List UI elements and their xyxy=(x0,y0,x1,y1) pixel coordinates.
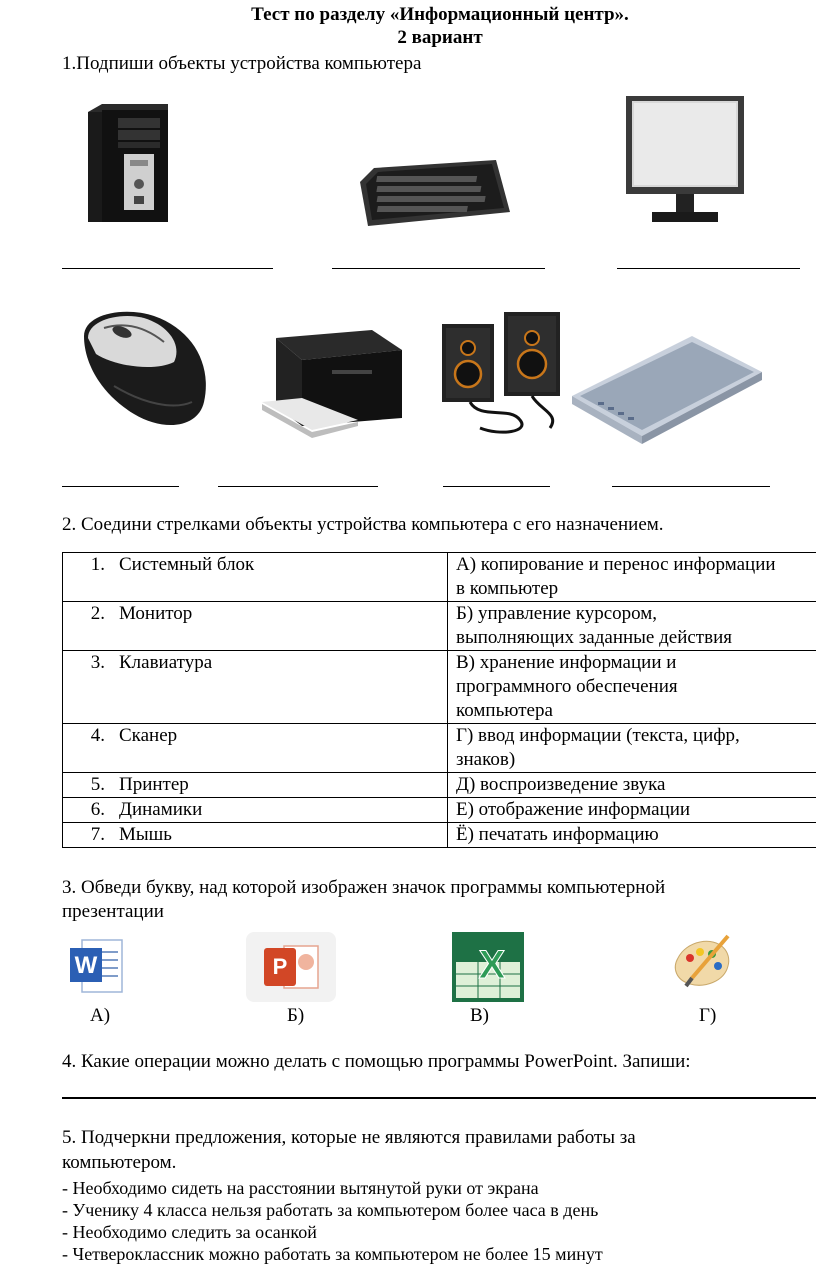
answer-line-6[interactable] xyxy=(443,486,550,487)
statement-4[interactable]: - Четвероклассник можно работать за компьютером не более 15 минут xyxy=(62,1244,603,1264)
task2-question: 2. Соедини стрелками объекты устройства компьютера с его назначением. xyxy=(62,514,664,535)
row-number: 5. xyxy=(90,774,105,795)
device-name[interactable]: Системный блок xyxy=(119,554,255,575)
svg-text:W: W xyxy=(74,952,98,979)
task4-question: 4. Какие операции можно делать с помощью программы PowerPoint. Запиши: xyxy=(62,1051,691,1072)
table-row xyxy=(63,553,816,602)
row-number: 2. xyxy=(90,603,105,624)
statement-3[interactable]: - Необходимо следить за осанкой xyxy=(62,1222,317,1242)
purpose-text[interactable]: Б) управление курсором, xyxy=(456,603,658,624)
device-name[interactable]: Динамики xyxy=(119,799,203,820)
powerpoint-icon[interactable] xyxy=(246,932,336,1002)
excel-icon[interactable] xyxy=(452,932,524,1002)
row-number: 1. xyxy=(90,554,105,575)
table-row xyxy=(63,602,816,651)
device-name[interactable]: Принтер xyxy=(119,774,189,795)
row-number: 4. xyxy=(90,725,105,746)
task4-answer-line[interactable] xyxy=(62,1097,816,1099)
option-letter-v[interactable]: В) xyxy=(470,1005,489,1026)
task3-question-cont: презентации xyxy=(62,901,164,922)
task3-question: 3. Обведи букву, над которой изображен значок программы компьютерной xyxy=(62,877,666,898)
row-number: 6. xyxy=(90,799,105,820)
row-number: 7. xyxy=(90,824,105,845)
svg-text:P: P xyxy=(272,954,288,979)
task5-question-cont: компьютером. xyxy=(62,1152,177,1173)
device-name[interactable]: Монитор xyxy=(119,603,193,624)
answer-line-2[interactable] xyxy=(332,268,545,269)
scanner-image xyxy=(572,336,762,444)
device-name[interactable]: Мышь xyxy=(119,824,172,845)
purpose-text[interactable]: Г) ввод информации (текста, цифр, xyxy=(456,725,740,746)
page-title: Тест по разделу «Информационный центр». xyxy=(251,4,629,25)
option-letter-g[interactable]: Г) xyxy=(699,1005,717,1026)
speakers-image xyxy=(440,310,574,440)
device-name[interactable]: Сканер xyxy=(119,725,178,746)
table-row xyxy=(63,823,816,848)
option-letter-b[interactable]: Б) xyxy=(287,1005,305,1026)
answer-line-4[interactable] xyxy=(62,486,179,487)
table-row xyxy=(63,651,816,724)
table-row xyxy=(63,798,816,823)
monitor-image xyxy=(626,96,744,226)
answer-line-1[interactable] xyxy=(62,268,273,269)
answer-line-7[interactable] xyxy=(612,486,770,487)
word-icon[interactable] xyxy=(68,938,126,996)
purpose-text[interactable]: выполняющих заданные действия xyxy=(456,627,732,648)
matching-table xyxy=(62,552,816,848)
printer-image xyxy=(262,330,408,440)
table-row xyxy=(63,773,816,798)
purpose-text[interactable]: в компьютер xyxy=(456,578,559,599)
table-row xyxy=(63,724,816,773)
answer-line-5[interactable] xyxy=(218,486,378,487)
purpose-text[interactable]: Д) воспроизведение звука xyxy=(456,774,666,795)
statement-1[interactable]: - Необходимо сидеть на расстоянии вытянутой руки от экрана xyxy=(62,1178,539,1198)
purpose-text[interactable]: Е) отображение информации xyxy=(456,799,691,820)
task5-question: 5. Подчеркни предложения, которые не являются правилами работы за xyxy=(62,1127,636,1148)
keyboard-image xyxy=(360,160,510,226)
option-letter-a[interactable]: А) xyxy=(90,1005,111,1026)
purpose-text[interactable]: А) копирование и перенос информации xyxy=(456,554,776,575)
purpose-text[interactable]: компьютера xyxy=(456,700,553,721)
paint-icon[interactable] xyxy=(670,934,734,992)
answer-line-3[interactable] xyxy=(617,268,800,269)
mouse-image xyxy=(74,306,214,430)
svg-text:X: X xyxy=(478,943,506,987)
variant-label: 2 вариант xyxy=(397,27,483,48)
purpose-text[interactable]: В) хранение информации и xyxy=(456,652,677,673)
system-unit-image xyxy=(88,104,168,222)
device-name[interactable]: Клавиатура xyxy=(119,652,213,673)
task1-question: 1.Подпиши объекты устройства компьютера xyxy=(62,53,422,74)
purpose-text[interactable]: программного обеспечения xyxy=(456,676,678,697)
row-number: 3. xyxy=(90,652,105,673)
purpose-text[interactable]: знаков) xyxy=(456,749,516,770)
purpose-text[interactable]: Ё) печатать информацию xyxy=(456,824,659,845)
statement-2[interactable]: - Ученику 4 класса нельзя работать за компьютером более часа в день xyxy=(62,1200,599,1220)
